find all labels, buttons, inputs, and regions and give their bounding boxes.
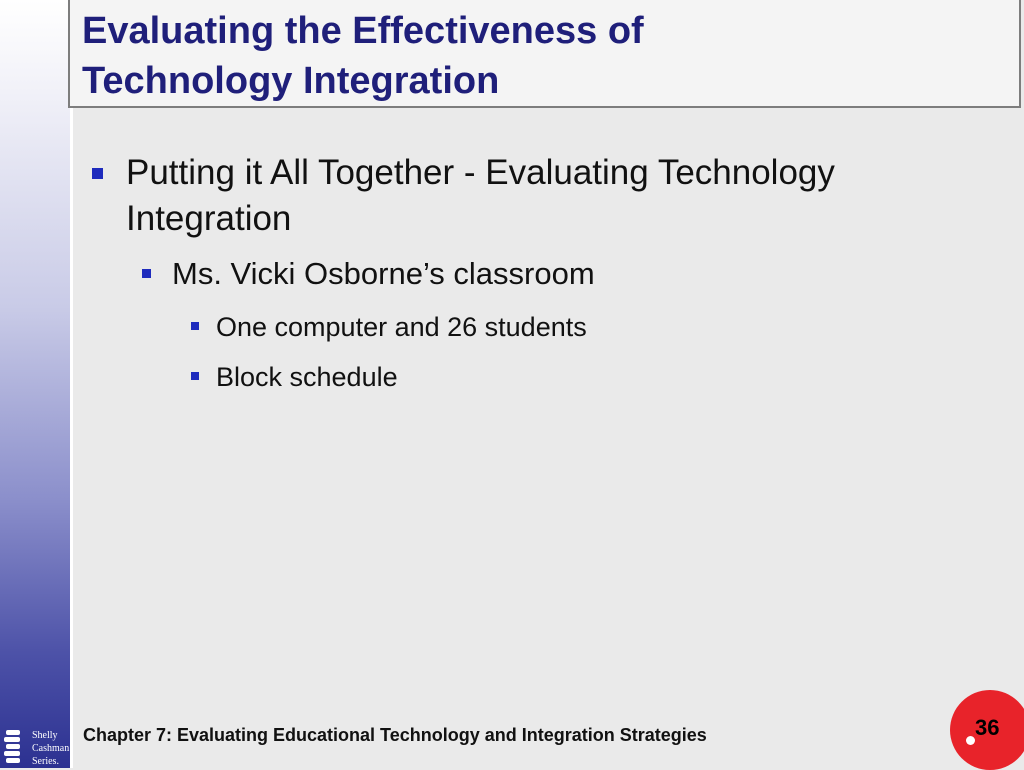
bullet-level3 — [216, 308, 976, 346]
title-box — [68, 0, 1021, 108]
slide-footer: Chapter 7: Evaluating Educational Technology and Integration Strategies — [83, 725, 707, 745]
square-bullet-icon — [191, 372, 199, 380]
square-bullet-icon — [92, 168, 103, 179]
bullet-level3 — [216, 358, 976, 396]
logo-line2: Cashman — [32, 743, 70, 754]
square-bullet-icon — [191, 322, 199, 330]
slide-title — [82, 6, 644, 106]
bullet-text: Putting it All Together - Evaluating Technology Integration — [126, 153, 835, 238]
bullet-level1 — [126, 150, 976, 242]
slide-title-line1: Evaluating the Effectiveness of — [82, 10, 644, 52]
bullet-text: One computer and 26 students — [216, 312, 587, 342]
bullet-level2 — [172, 253, 972, 295]
shelly-cashman-logo — [0, 724, 70, 768]
sidebar-gradient — [0, 0, 70, 768]
logo-line3: Series. — [32, 756, 59, 767]
bullet-text: Block schedule — [216, 362, 398, 392]
logo-line1: Shelly — [32, 730, 58, 741]
sidebar-divider — [70, 0, 73, 768]
slide-title-line2: Technology Integration — [82, 60, 500, 102]
book-stack-icon — [4, 730, 20, 763]
square-bullet-icon — [142, 269, 151, 278]
page-number: 36 — [975, 715, 1000, 740]
badge-dot-icon — [966, 736, 975, 745]
bullet-text: Ms. Vicki Osborne’s classroom — [172, 256, 595, 291]
